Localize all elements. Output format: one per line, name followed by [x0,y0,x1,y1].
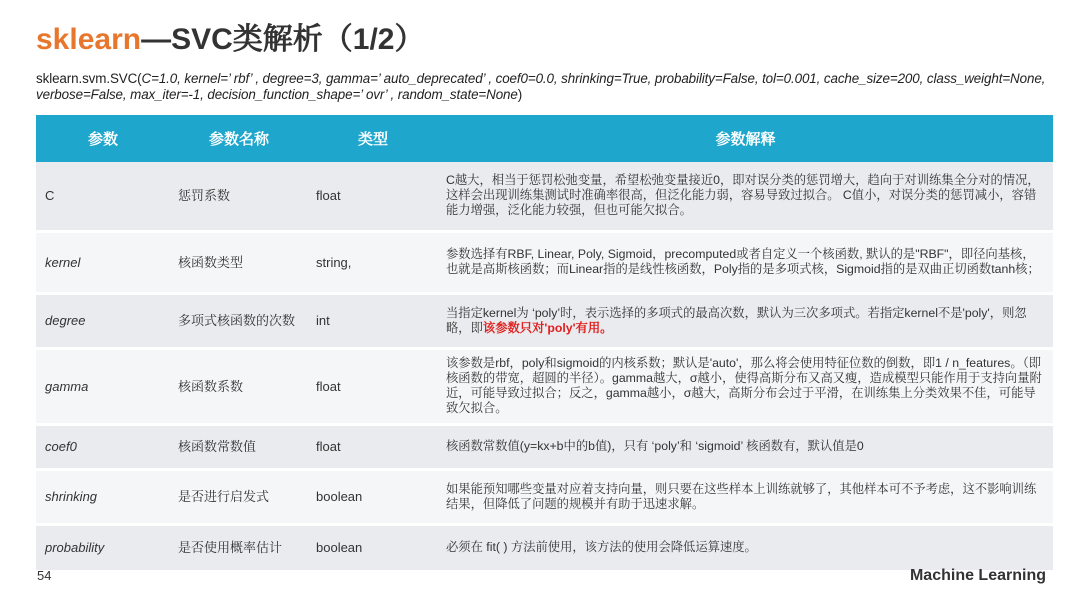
table-header-row [36,115,1053,162]
signature-params: C=1.0, kernel=’ rbf’ , degree=3, gamma=’ auto_deprecated’ , coef0=0.0, shrinking=True, probability=False, tol=0.001, cache_size=200, class_weight=None, verbose=False, max_iter=-1, decision_function_shape=’ ovr’ , random_state=None [36,71,1046,102]
footer-brand: Machine Learning [909,567,1046,584]
row-desc [438,162,1053,231]
row-desc [438,348,1053,424]
row-desc-highlight: 该参数只对'poly'有用。 [482,320,613,335]
row-param: degree [36,293,170,348]
row-param: shrinking [36,469,170,524]
row-desc-text: C越大，相当于惩罚松弛变量，希望松弛变量接近0，即对误分类的惩罚增大，趋向于对训练集全分对的情况，这样会出现训练集测试时准确率很高，但泛化能力弱，容易导致过拟合。 C值小，对误分类的惩罚减小，容错能力增强，泛化能力较强，但也可能欠拟合。 [446,173,1040,218]
row-type: boolean [308,469,438,524]
row-type: float [308,162,438,231]
row-name: 核函数系数 [170,348,308,424]
row-param: gamma [36,348,170,424]
row-desc-text: 该参数是rbf，poly和sigmoid的内核系数；默认是'auto'，那么将会使用特征位数的倒数，即1 / n_features。（即核函数的带宽，超圆的半径）。gamma越大，σ越小，使得高斯分布又高又瘦，造成模型只能作用于支持向量附近，可能导致过拟合；反之，gamma越小，σ越大，高斯分布会过于平滑，在训练集上分类效果不佳，可能导致欠拟合。 [446,356,1042,415]
parameters-table [36,115,1053,573]
row-desc [438,293,1053,348]
row-name: 核函数常数值 [170,424,308,469]
row-type: boolean [308,524,438,571]
header-param: 参数 [36,115,170,162]
table-row [36,524,1053,571]
signature-prefix: sklearn.svm.SVC( [36,71,142,86]
row-desc-text: 如果能预知哪些变量对应着支持向量，则只要在这些样本上训练就够了，其他样本可不予考虑，这不影响训练结果，但降低了问题的规模并有助于迅速求解。 [446,481,1037,511]
header-name: 参数名称 [170,115,308,162]
row-desc [438,524,1053,571]
row-type: float [308,348,438,424]
header-type: 类型 [308,115,438,162]
row-name: 核函数类型 [170,231,308,293]
page-number: 54 [37,568,52,583]
row-param: kernel [36,231,170,293]
row-desc-text: 核函数常数值(y=kx+b中的b值)，只有 ‘poly’和 ‘sigmoid’ 核函数有，默认值是0 [446,439,864,453]
row-desc-text: 参数选择有RBF, Linear, Poly, Sigmoid，precomputed或者自定义一个核函数, 默认的是"RBF"，即径向基核，也就是高斯核函数；而Linear指的是线性核函数，Poly指的是多项式核，Sigmoid指的是双曲正切函数tanh核； [446,247,1040,276]
row-param: C [36,162,170,231]
row-param: coef0 [36,424,170,469]
row-name: 多项式核函数的次数 [170,293,308,348]
row-type: float [308,424,438,469]
page-title [36,20,424,60]
title-text: —SVC类解析（1/2） [141,23,425,56]
row-desc [438,231,1053,293]
row-type: string, [308,231,438,293]
row-name: 是否进行启发式 [170,469,308,524]
table-row [36,348,1053,424]
row-desc [438,424,1053,469]
header-desc: 参数解释 [438,115,1053,162]
table-row [36,469,1053,524]
table-row [36,162,1053,231]
table-row [36,424,1053,469]
row-param: probability [36,524,170,571]
row-desc-text: 必须在 fit( ) 方法前使用，该方法的使用会降低运算速度。 [446,540,757,554]
row-desc [438,469,1053,524]
row-type: int [308,293,438,348]
row-desc-text: 当指定kernel为 ‘poly’时，表示选择的多项式的最高次数，默认为三次多项式。若指定kernel不是'poly'，则忽略，即 [446,305,1027,335]
title-brand: sklearn [36,23,142,56]
row-name: 是否使用概率估计 [170,524,308,571]
function-signature [36,71,1046,103]
table-row [36,293,1053,348]
table-row [36,231,1053,293]
signature-suffix: ) [517,87,523,102]
row-name: 惩罚系数 [170,162,308,231]
